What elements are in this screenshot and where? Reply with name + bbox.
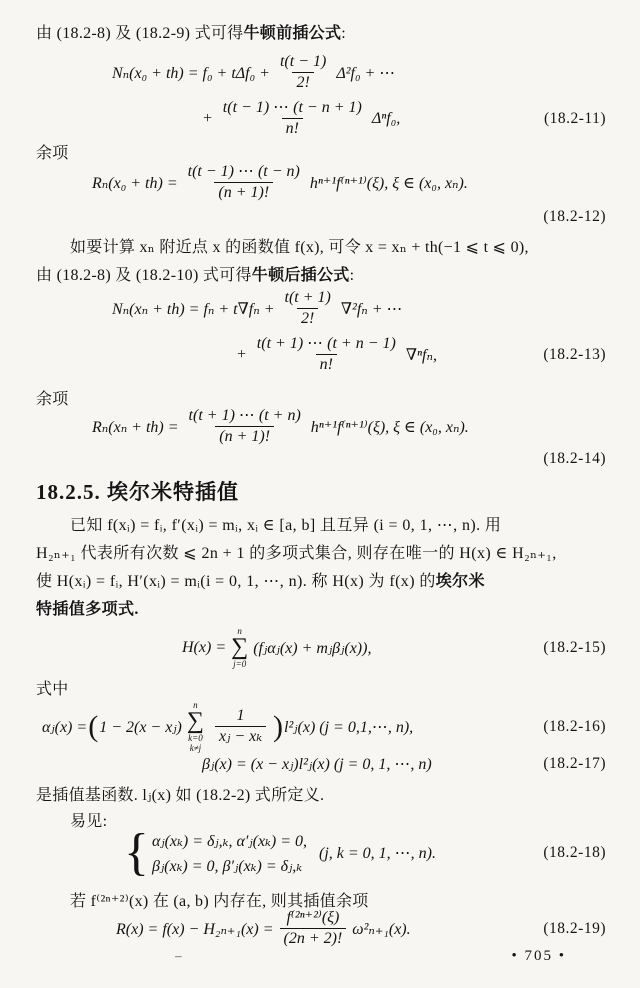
sum-upper-limit: n	[237, 626, 242, 636]
equation-18-2-11-line1	[36, 52, 606, 93]
numerator: t(t + 1) ⋯ (t + n − 1)	[256, 335, 396, 352]
spacer	[36, 764, 202, 765]
equation-18-2-14	[36, 406, 606, 447]
denominator: (n + 1)!	[214, 182, 273, 203]
paragraph-text: 如要计算 xₙ 附近点 x 的函数值 f(x), 可令 x = xₙ + th(−1 ⩽ t ⩽ 0),	[70, 239, 529, 256]
denominator: n!	[282, 118, 303, 139]
label-text: 余项	[36, 145, 69, 162]
equation-number: (18.2-15)	[543, 638, 606, 656]
formula-inner: 1 − 2(x − xⱼ)	[99, 718, 182, 736]
denominator: 2!	[292, 72, 313, 93]
paragraph-text: 是插值基函数. lⱼ(x) 如 (18.2-2) 式所定义.	[36, 787, 325, 804]
plus-sign: +	[202, 109, 213, 127]
denominator: xⱼ − xₖ	[215, 726, 266, 747]
newton-backward-term: 牛顿后插公式	[251, 267, 350, 284]
formula-tail: ∇ⁿfₙ,	[405, 346, 437, 364]
newton-forward-term: 牛顿前插公式	[243, 25, 342, 42]
fraction	[219, 98, 366, 139]
equation-18-2-18	[36, 824, 606, 881]
summation	[187, 700, 204, 754]
formula-tail: hⁿ⁺¹f⁽ⁿ⁺¹⁾(ξ), ξ ∈ (x₀, xₙ).	[309, 174, 468, 192]
equation-number: (18.2-12)	[543, 208, 606, 225]
fraction	[280, 908, 347, 949]
intro-colon: :	[341, 25, 347, 42]
numerator: t(t − 1)	[279, 53, 327, 70]
paragraph-basis-note	[36, 782, 606, 809]
formula-body: (fⱼαⱼ(x) + mⱼβⱼ(x)),	[253, 639, 372, 657]
sigma-icon: ∑	[186, 708, 204, 735]
intro-newton-forward-line	[36, 20, 606, 47]
spacer	[36, 647, 182, 648]
label-text: 余项	[36, 391, 69, 408]
paragraph-line	[36, 540, 608, 568]
page-number	[511, 948, 566, 965]
label-text: 式中	[36, 681, 69, 698]
formula-lhs: Rₙ(x₀ + th) =	[92, 174, 178, 192]
paragraph-text: 若 f⁽²ⁿ⁺²⁾(x) 在 (a, b) 内存在, 则其插值余项	[70, 893, 369, 910]
denominator: (n + 1)!	[215, 426, 274, 447]
equation-18-2-13-line1	[36, 288, 606, 329]
equation-18-2-16	[36, 700, 606, 754]
formula-tail: hⁿ⁺¹f⁽ⁿ⁺¹⁾(ξ), ξ ∈ (x₀, xₙ).	[310, 418, 469, 436]
spacer	[36, 354, 236, 355]
paragraph-hermite	[36, 512, 608, 624]
paragraph-text: H₂ₙ₊₁ 代表所有次数 ⩽ 2n + 1 的多项式集合, 则存在唯一的 H(x) ∈ H₂ₙ₊₁,	[36, 545, 557, 562]
formula-lhs: Nₙ(x₀ + th) = f₀ + tΔf₀ +	[112, 64, 270, 82]
plus-sign: +	[236, 345, 247, 363]
equation-18-2-15	[36, 626, 606, 669]
equation-number: (18.2-11)	[543, 109, 606, 127]
paragraph-text: 由 (18.2-8) 及 (18.2-10) 式可得	[36, 267, 252, 284]
system-row-alpha: αⱼ(xₖ) = δⱼ,ₖ, α′ⱼ(xₖ) = 0,	[151, 832, 307, 850]
denominator: n!	[316, 354, 337, 375]
spacer	[36, 928, 116, 929]
section-title: 18.2.5. 埃尔米特插值	[36, 480, 239, 504]
spacer	[36, 72, 112, 73]
numerator: t(t − 1) ⋯ (t − n + 1)	[222, 99, 362, 116]
open-paren: (	[88, 709, 99, 743]
equation-18-2-11-line2	[36, 98, 606, 139]
page-number-text: • 705 •	[511, 948, 566, 964]
denominator: (2n + 2)!	[280, 928, 347, 949]
paragraph-line	[36, 512, 608, 540]
section-heading-hermite	[36, 476, 606, 506]
sum-upper-limit: n	[193, 700, 198, 710]
formula-tail: Δ²f₀ + ⋯	[336, 64, 396, 82]
system-rows	[152, 831, 307, 876]
equation-18-2-12-tag-row	[36, 208, 606, 226]
formula-body: βⱼ(x) = (x − xⱼ)l²ⱼ(x) (j = 0, 1, ⋯, n)	[202, 756, 432, 773]
formula-tail: l²ⱼ(x) (j = 0,1,⋯, n),	[284, 718, 414, 736]
spacer	[36, 118, 202, 119]
spacer	[36, 182, 92, 183]
where-label	[36, 676, 606, 703]
equation-number: (18.2-18)	[543, 844, 606, 862]
fraction	[276, 52, 330, 93]
formula-tail: ∇²fₙ + ⋯	[340, 300, 403, 318]
formula-tail: ω²ₙ₊₁(x).	[352, 920, 411, 938]
equation-18-2-17	[36, 754, 606, 774]
formula-lhs: H(x) =	[182, 638, 227, 656]
denominator: 2!	[297, 308, 318, 329]
numerator: f⁽²ⁿ⁺²⁾(ξ)	[286, 909, 340, 926]
equation-number: (18.2-14)	[543, 450, 606, 467]
numerator: t(t + 1)	[284, 289, 331, 306]
equation-18-2-19	[36, 908, 606, 949]
summation	[231, 626, 248, 669]
formula-lhs: Nₙ(xₙ + th) = fₙ + t∇fₙ +	[112, 300, 275, 318]
fraction	[184, 162, 304, 203]
numerator: 1	[236, 707, 245, 725]
scan-artifact-dash	[175, 948, 182, 964]
equation-18-2-14-tag-row	[36, 450, 606, 468]
intro-text: 由 (18.2-8) 及 (18.2-9) 式可得	[36, 25, 244, 42]
spacer	[36, 426, 92, 427]
equation-number: (18.2-19)	[543, 919, 606, 937]
paragraph-backward-line1	[36, 234, 606, 261]
artifact-mark: –	[175, 948, 182, 963]
equation-number: (18.2-16)	[543, 717, 606, 735]
index-condition: (j, k = 0, 1, ⋯, n).	[319, 845, 436, 863]
fraction	[185, 406, 305, 447]
numerator: t(t + 1) ⋯ (t + n)	[188, 407, 301, 424]
equation-18-2-13-line2	[36, 334, 606, 375]
numerator: t(t − 1) ⋯ (t − n)	[187, 163, 300, 180]
paragraph-backward-line2	[36, 262, 606, 289]
paragraph-line	[36, 568, 608, 596]
close-paren: )	[273, 709, 284, 743]
equation-system	[124, 824, 436, 881]
fraction	[215, 706, 266, 747]
formula-lhs: Rₙ(xₙ + th) =	[92, 418, 179, 436]
spacer	[36, 853, 124, 854]
equation-number: (18.2-13)	[543, 345, 606, 363]
paragraph-text: 使 H(xᵢ) = fᵢ, H′(xᵢ) = mᵢ(i = 0, 1, ⋯, n). 称 H(x) 为 f(x) 的	[36, 573, 436, 590]
formula-lhs: R(x) = f(x) − H₂ₙ₊₁(x) =	[116, 920, 274, 938]
paragraph-text: 已知 f(xᵢ) = fᵢ, f′(xᵢ) = mᵢ, xᵢ ∈ [a, b] 且互异 (i = 0, 1, ⋯, n). 用	[70, 517, 502, 534]
sum-lower-limit-1: k=0	[188, 733, 203, 744]
equation-18-2-12	[36, 162, 606, 203]
sum-lower-limit: j=0	[233, 659, 247, 670]
spacer	[36, 308, 112, 309]
sum-lower-limit-2: k≠j	[189, 743, 202, 754]
fraction	[253, 334, 400, 375]
intro-colon: :	[349, 267, 355, 284]
formula-tail: Δⁿf₀,	[371, 109, 401, 127]
hermite-term-part2	[36, 596, 608, 624]
paragraph-text: 特插值多项式.	[36, 601, 139, 618]
sigma-icon: ∑	[231, 634, 249, 661]
hermite-term-part1: 埃尔米	[435, 573, 485, 590]
system-row-beta: βⱼ(xₖ) = 0, β′ⱼ(xₖ) = δⱼ,ₖ	[151, 857, 303, 875]
formula-lhs: αⱼ(x) =	[42, 718, 88, 736]
label-text: 易见:	[70, 813, 108, 830]
left-brace: {	[124, 824, 149, 881]
equation-number: (18.2-17)	[543, 755, 606, 772]
fraction	[281, 288, 335, 329]
